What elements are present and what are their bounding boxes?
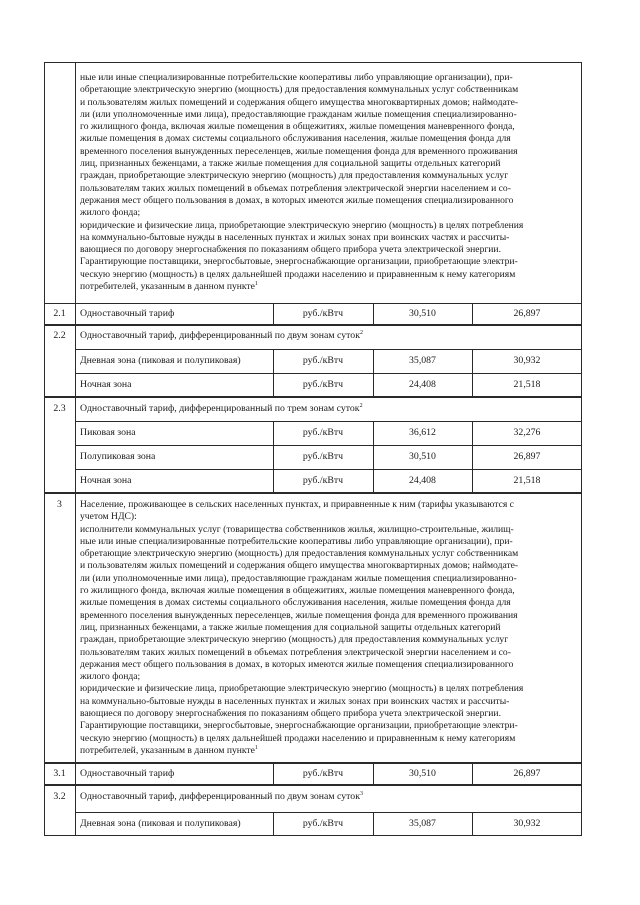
- zone-name: Дневная зона (пиковая и полупиковая): [80, 355, 241, 366]
- row-divider: [75, 812, 582, 813]
- value-second-half: 21,518: [513, 379, 541, 390]
- value-first-half: 30,510: [409, 451, 436, 462]
- tariff-title: Одноставочный тариф, дифференцированный по двум зонам суток$^2$: [80, 330, 363, 341]
- column-divider: [75, 493, 76, 763]
- unit: руб./кВтч: [302, 451, 344, 462]
- unit: руб./кВтч: [302, 308, 344, 319]
- footnote-marker: 1: [254, 281, 258, 288]
- row-number: 2.2: [53, 330, 66, 341]
- value-first-half: 30,510: [409, 768, 436, 779]
- tariff-title: Одноставочный тариф, дифференцированный по трем зонам суток$^2$: [80, 403, 363, 414]
- footnote-marker: 2: [359, 403, 363, 409]
- column-divider: [75, 325, 76, 397]
- footnote-marker: 2: [359, 330, 363, 336]
- value-first-half: 35,087: [409, 355, 436, 366]
- unit: руб./кВтч: [302, 768, 344, 779]
- unit: руб./кВтч: [302, 379, 344, 390]
- value-second-half: 26,897: [513, 451, 541, 462]
- unit: руб./кВтч: [302, 475, 344, 486]
- value-second-half: 26,897: [513, 308, 541, 319]
- value-first-half: 30,510: [409, 308, 436, 319]
- zone-name: Дневная зона (пиковая и полупиковая): [80, 818, 241, 829]
- section3-description: Население, проживающее в сельских населенных пунктах, и приравненные к ним (тарифы указываются с учетом НДС): исполнители коммунальных услуг (товарищества собственников жилья, жилищно-строительные, жилищ- ные или иные специализированные потребительские кооперативы либо управляющие организации), при- обретающие электрическую энергию (мощность) для предоставления коммунальных услуг собственникам и пользователям жилых помещений и содержания общего имущества многоквартирных домов; наймодате- ли (или уполномоченные ими лица), предоставляющие гражданам жилые помещения специализированно- го жилищного фонда, включая жилые помещения в общежитиях, жилые помещения маневренного фонда, жилые помещения в домах системы социального обслуживания населения, жилые помещения фонда для временного поселения вынужденных переселенцев, жилые помещения фонда для временного проживания лиц, признанных беженцами, а также жилые помещения для социальной защиты отдельных категорий граждан, приобретающие электрическую энергию (мощность) для предоставления коммунальных услуг пользователям таких жилых помещений в объемах потребления электрической энергии населением и со- держания мест общего пользования в домах, в которых имеются жилые помещения специализированного жилого фонда; юридические и физические лица, приобретающие электрическую энергию (мощность) в целях потребления на коммунально-бытовые нужды в населенных пунктах и жилых зонах при воинских частях и рассчиты- вающиеся по договору энергоснабжения по показаниям общего прибора учета электрической энергии. Гарантирующие поставщики, энергосбытовые, энергоснабжающие организации, приобретающие электри- ческую энергию (мощность) в целях дальнейшей продажи населению и приравненным к нему категориям потребителей, указанным в данном пункте$^1$: [80, 499, 524, 756]
- row-divider: [75, 445, 582, 446]
- column-divider: [75, 62, 76, 304]
- footnote-marker: 1: [254, 744, 258, 751]
- value-second-half: 30,932: [513, 355, 541, 366]
- value-second-half: 32,276: [513, 427, 541, 438]
- row-divider: [75, 373, 582, 374]
- zone-name: Пиковая зона: [80, 427, 136, 438]
- row-number: 3.1: [53, 768, 66, 779]
- zone-name: Ночная зона: [80, 379, 132, 390]
- value-first-half: 24,408: [409, 379, 436, 390]
- section2-description: ные или иные специализированные потребительские кооперативы либо управляющие организации), при- обретающие электрическую энергию (мощность) для предоставления коммунальных услуг собственникам и пользователям жилых помещений и содержания общего имущества многоквартирных домов; наймодате- ли (или уполномоченные ими лица), предоставляющие гражданам жилые помещения специализированно- го жилищного фонда, включая жилые помещения в общежитиях, жилые помещения маневренного фонда, жилые помещения в домах системы социального обслуживания населения, жилые помещения фонда для временного поселения вынужденных переселенцев, жилые помещения фонда для временного проживания лиц, признанных беженцами, а также жилые помещения для социальной защиты отдельных категорий граждан, приобретающие электрическую энергию (мощность) для предоставления коммунальных услуг пользователям таких жилых помещений в объемах потребления электрической энергии населением и со- держания мест общего пользования в домах, в которых имеются жилые помещения специализированного жилого фонда; юридические и физические лица, приобретающие электрическую энергию (мощность) в целях потребления на коммунально-бытовые нужды в населенных пунктах и жилых зонах при воинских частях и рассчиты- вающиеся по договору энергоснабжения по показаниям общего прибора учета электрической энергии. Гарантирующие поставщики, энергосбытовые, энергоснабжающие организации, приобретающие электри- ческую энергию (мощность) в целях дальнейшей продажи населению и приравненным к нему категориям потребителей, указанным в данном пункте$^1$: [80, 72, 524, 293]
- value-second-half: 26,897: [513, 768, 541, 779]
- value-first-half: 24,408: [409, 475, 436, 486]
- row-number: 3: [57, 499, 62, 510]
- unit: руб./кВтч: [302, 355, 344, 366]
- column-divider: [75, 303, 76, 325]
- tariff-name: Одноставочный тариф: [80, 768, 175, 779]
- value-second-half: 21,518: [513, 475, 541, 486]
- zone-name: Полупиковая зона: [80, 451, 156, 462]
- column-divider: [75, 785, 76, 836]
- row-divider: [75, 421, 582, 422]
- row-number: 3.2: [53, 791, 66, 802]
- value-second-half: 30,932: [513, 818, 541, 829]
- row-number: 2.3: [53, 403, 66, 414]
- row-divider: [75, 469, 582, 470]
- row-divider: [75, 349, 582, 350]
- footnote-marker: 3: [359, 791, 363, 797]
- column-divider: [75, 763, 76, 785]
- value-first-half: 36,612: [409, 427, 436, 438]
- row-number: 2.1: [53, 308, 66, 319]
- unit: руб./кВтч: [302, 427, 344, 438]
- unit: руб./кВтч: [302, 818, 344, 829]
- tariff-title: Одноставочный тариф, дифференцированный по двум зонам суток$^3$: [80, 791, 363, 802]
- value-first-half: 35,087: [409, 818, 436, 829]
- tariff-name: Одноставочный тариф: [80, 308, 175, 319]
- zone-name: Ночная зона: [80, 475, 132, 486]
